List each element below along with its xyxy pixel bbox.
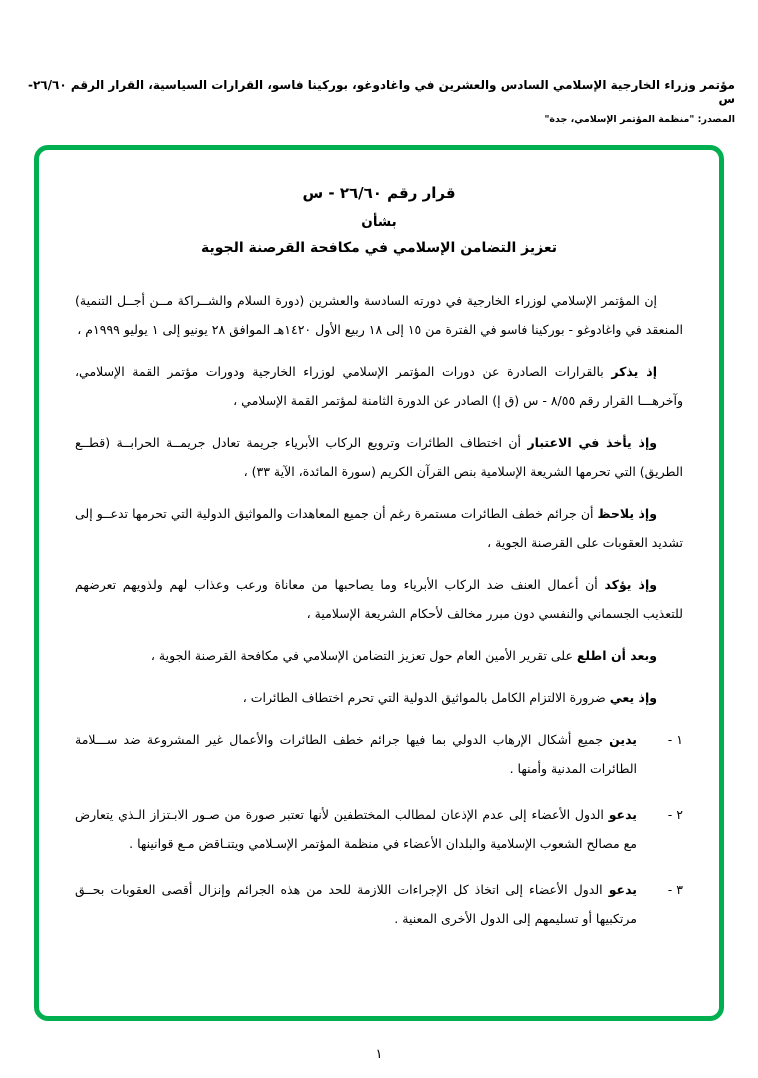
item-number: ١ - [667,732,683,747]
resolution-about-label: بشأن [361,214,397,230]
preamble-paragraph [75,683,683,712]
item-body [75,725,637,783]
item-body [75,875,637,933]
preamble-paragraph [75,641,683,670]
item-number: ٣ - [667,882,683,897]
preamble-paragraph [75,499,683,557]
paragraph-lead: إذ يذكر [611,364,657,379]
paragraph-text: أن اختطاف الطائرات وترويع الركاب الأبرياء جريمة تعادل جريمــة الحرابــة (قطــع الطريق) التي تحرمها الشريعة الإسلامية بنص القرآن الكريم (سورة المائدة، الآية ٣٣) ، [75,435,683,479]
preamble-paragraph [75,357,683,415]
item-lead: يدعو [608,807,637,822]
operative-item [75,800,683,858]
item-text: الدول الأعضاء إلى عدم الإذعان لمطالب المختطفين لأنها تعتبر صورة من صـور الابـتزاز الـذي يتعارض مع مصالح الشعوب الإسلامية والبلدان الأعضاء في منظمة المؤتمر الإسـلامي ويتنـاقض مـع قوانينها . [75,807,637,851]
preamble-paragraph [75,286,683,344]
paragraph-lead: وإذ يؤكد [604,577,658,592]
citation-line: مؤتمر وزراء الخارجية الإسلامي السادس والعشرين في واغادوغو، بوركينا فاسو، القرارات السياسية، القرار الرقم ٢٦/٦٠-س [28,78,735,106]
preamble-paragraph [75,428,683,486]
citation-header [23,78,735,125]
item-body [75,800,637,858]
item-lead: يدين [609,732,637,747]
item-text: الدول الأعضاء إلى اتخاذ كل الإجراءات اللازمة للحد من هذه الجرائم وإنزال أقصى العقوبات بحــق مرتكبيها أو تسليمهم إلى الدول الأخرى المعنية . [75,882,637,926]
preamble-paragraph [75,570,683,628]
resolution-subject: تعزيز التضامن الإسلامي في مكافحة القرصنة الجوية [200,240,557,256]
paragraph-lead: وبعد أن اطلع [576,648,657,663]
paragraph-text: على تقرير الأمين العام حول تعزيز التضامن الإسلامي في مكافحة القرصنة الجوية ، [150,648,577,663]
operative-items [75,725,683,933]
paragraph-text: ضرورة الالتزام الكامل بالمواثيق الدولية التي تحرم اختطاف الطائرات ، [242,690,610,705]
paragraph-lead: وإذ يأخذ في الاعتبار [527,435,658,450]
source-line: المصدر: "منظمة المؤتمر الإسلامي، جدة" [544,114,735,125]
operative-item [75,725,683,783]
item-lead: يدعو [608,882,637,897]
paragraph-lead: وإذ يلاحظ [597,506,657,521]
resolution-body [75,286,683,933]
paragraph-text: إن المؤتمر الإسلامي لوزراء الخارجية في دورته السادسة والعشرين (دورة السلام والشــراكة مــن أجــل التنمية) المنعقد في واغادوغو - بوركينا فاسو في الفترة من ١٥ إلى ١٨ ربيع الأول ١٤٢٠هـ الموافق ٢٨ يونيو إلى ١ يوليو ١٩٩٩م ، [75,293,683,337]
resolution-frame [34,145,724,1021]
item-number: ٢ - [667,807,683,822]
page-number: ١ [375,1047,383,1062]
paragraph-lead: وإذ يعي [609,690,657,705]
paragraph-text: أن أعمال العنف ضد الركاب الأبرياء وما يصاحبها من معاناة ورعب وعذاب لهم ولذويهم تعرضهم للتعذيب الجسماني والنفسي دون مبرر مخالف لأحكام الشريعة الإسلامية ، [75,577,683,621]
item-text: جميع أشكال الإرهاب الدولي بما فيها جرائم خطف الطائرات والأعمال غير المشروعة ضد ســـلامة الطائرات المدنية وأمنها . [75,732,637,776]
operative-item [75,875,683,933]
resolution-number-title: قرار رقم ٢٦/٦٠ - س [302,184,456,202]
paragraph-text: بالقرارات الصادرة عن دورات المؤتمر الإسلامي لوزراء الخارجية ودورات مؤتمر القمة الإسلامي، وآخرهـــا القرار رقم ٨/٥٥ - س (ق إ) الصادر عن الدورة الثامنة لمؤتمر القمة الإسلامي ، [75,364,683,408]
paragraph-text: أن جرائم خطف الطائرات مستمرة رغم أن جميع المعاهدات والمواثيق الدولية التي تحرمها تدعــو إلى تشديد العقوبات على القرصنة الجوية ، [75,506,683,550]
